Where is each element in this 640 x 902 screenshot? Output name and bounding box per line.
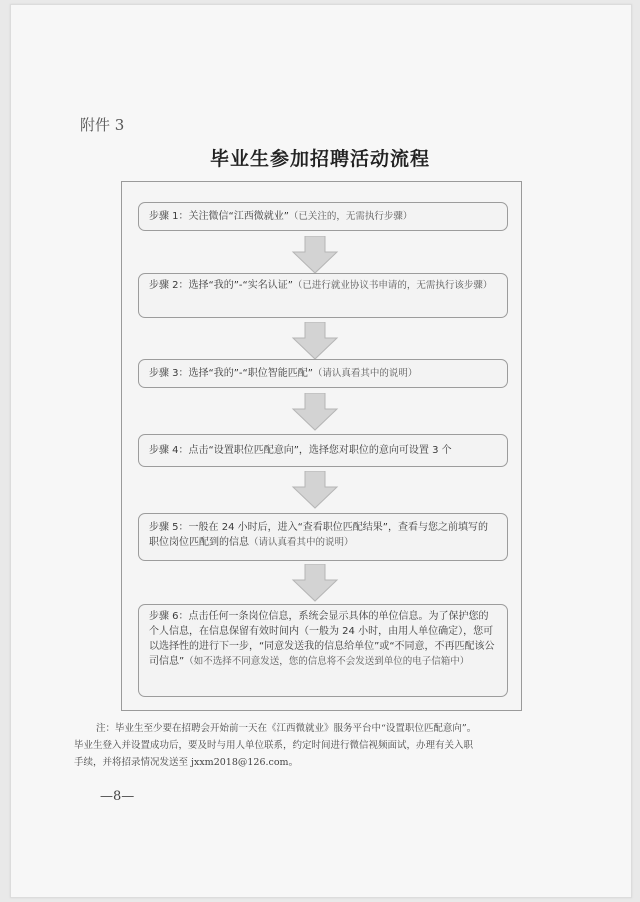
down-arrow-icon [291, 471, 339, 509]
footnote-line-2: 毕业生登入并设置成功后，要及时与用人单位联系，约定时间进行微信视频面试，办理有关入职 [74, 740, 474, 751]
step-1-text: 步骤 1：关注微信“江西微就业” [149, 211, 289, 222]
step-6-text: 步骤 6：点击任何一条岗位信息，系统会显示具体的单位信息。为了保护您的个人信息，在信息保留有效时间内（一般为 24 小时，由用人单位确定），您可以选择性的进行下一步，“同意发送我的信息给单位”或“不同意，不再匹配该公司信息” [149, 611, 495, 667]
step-3-note: （请认真看其中的说明） [312, 368, 418, 379]
step-3-box [138, 359, 508, 388]
step-1-box [138, 202, 508, 231]
down-arrow-icon [291, 564, 339, 602]
page-number: —8— [100, 789, 135, 804]
step-2-note: （已进行就业协议书申请的，无需执行该步骤） [292, 280, 493, 291]
step-3-text: 步骤 3：选择“我的”-“职位智能匹配” [149, 368, 313, 379]
step-1-note: （已关注的，无需执行步骤） [288, 211, 413, 222]
step-5-note: （请认真看其中的说明） [249, 537, 354, 548]
attachment-label: 附件 3 [80, 116, 125, 134]
down-arrow-icon [291, 393, 339, 431]
step-6-note: （如不选择不同意发送，您的信息将不会发送到单位的电子信箱中） [184, 656, 470, 667]
step-4-text: 步骤 4：点击“设置职位匹配意向”，选择您对职位的意向可设置 3 个 [149, 445, 452, 456]
step-4-box [138, 434, 508, 467]
step-2-text: 步骤 2：选择“我的”-“实名认证” [149, 280, 293, 291]
footnote-line-3: 手续，并将招录情况发送至 jxxm2018@126.com。 [74, 757, 299, 768]
step-5-box [138, 513, 508, 561]
down-arrow-icon [291, 322, 339, 360]
footnote-line-1: 注：毕业生至少要在招聘会开始前一天在《江西微就业》服务平台中“设置职位匹配意向”。 [96, 723, 477, 734]
page-title: 毕业生参加招聘活动流程 [209, 148, 430, 170]
step-2-box [138, 273, 508, 318]
step-5-text: 步骤 5：一般在 24 小时后，进入“查看职位匹配结果”，查看与您之前填写的职位岗位匹配到的信息 [149, 522, 488, 548]
step-6-box [138, 604, 508, 697]
footnote [74, 720, 568, 771]
down-arrow-icon [291, 236, 339, 274]
